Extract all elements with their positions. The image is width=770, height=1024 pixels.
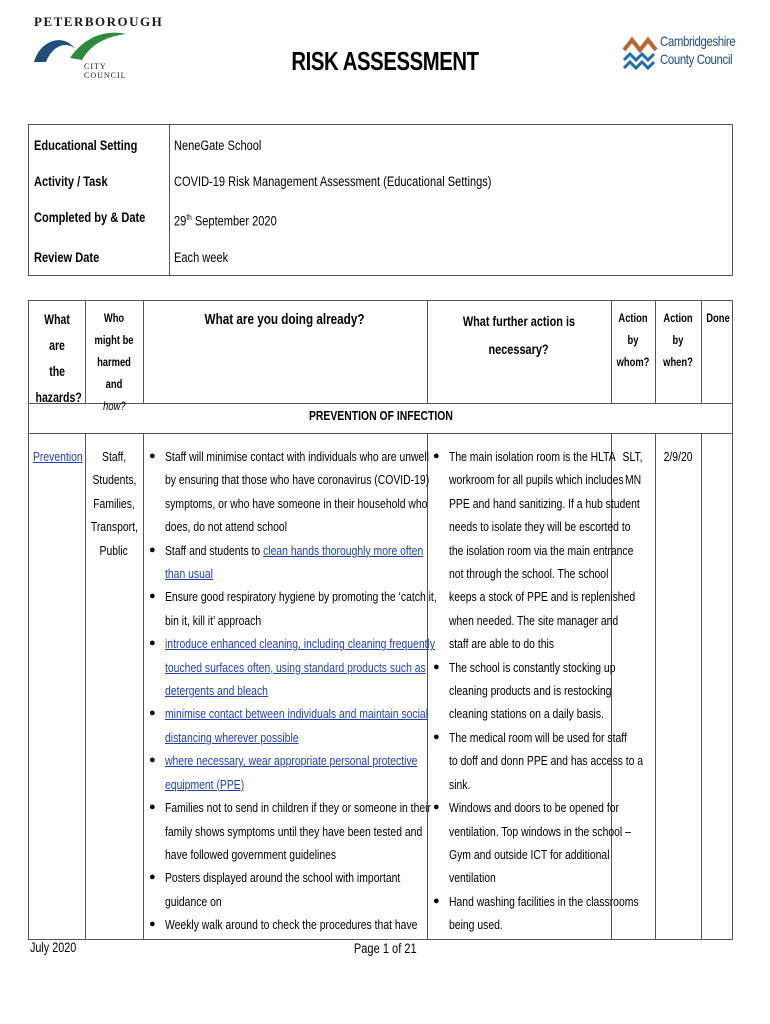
bullet-icon: ●: [149, 590, 156, 603]
bullet-icon: ●: [149, 637, 156, 650]
whom-cell: [611, 445, 655, 492]
guidance-link[interactable]: distancing wherever possible: [165, 729, 299, 745]
guidance-link[interactable]: touched surfaces often, using standard products such as: [165, 659, 426, 675]
info-value: COVID-19 Risk Management Assessment (Educational Settings): [174, 174, 492, 189]
bullet-text: ventilation. Top windows in the school –: [449, 823, 631, 839]
bullet-icon: ●: [149, 543, 156, 556]
bullet-line: [431, 890, 639, 913]
bullet-line: [431, 702, 611, 725]
bullet-line: [147, 913, 427, 936]
header-whom: Action by whom?: [616, 311, 650, 369]
bullet-text: Staff will minimise contact with individuals who are unwell: [165, 449, 429, 464]
info-label: Completed by & Date: [34, 210, 146, 225]
bullet-text: PPE and hand sanitizing. If a hub student: [449, 495, 640, 511]
cell-line: Staff,: [101, 449, 127, 464]
bullet-line: [147, 679, 427, 702]
bullet-icon: ●: [149, 754, 156, 767]
bullet-text: cleaning stations on a daily basis.: [449, 706, 604, 722]
bullet-text: Weekly walk around to check the procedures that have: [165, 917, 418, 933]
bullet-icon: ●: [149, 871, 156, 884]
bullet-icon: ●: [433, 450, 440, 462]
bullet-line: [431, 492, 640, 515]
info-row-completed: [29, 199, 732, 237]
bullet-text: symptoms, or who have someone in their household who: [165, 495, 428, 511]
bullet-text: Families not to send in children if they or someone in their: [165, 800, 431, 816]
cell-line: Students,: [92, 472, 136, 488]
cell-line: Families,: [93, 495, 135, 511]
bullet-line: [431, 632, 611, 655]
bullet-line: [147, 515, 427, 538]
bullet-icon: ●: [149, 801, 156, 814]
guidance-link[interactable]: clean hands thoroughly more often: [263, 542, 424, 558]
bullet-line: [147, 632, 436, 655]
peterborough-logo-subtext: CITY COUNCIL: [84, 62, 127, 80]
footer-page-number: Page 1 of 21: [353, 941, 417, 956]
info-table: [28, 124, 733, 276]
bullet-text: to doff and donn PPE and has access to a: [449, 753, 644, 769]
bullet-icon: ●: [433, 894, 440, 907]
guidance-link[interactable]: than usual: [165, 566, 213, 582]
bullet-list: [147, 445, 437, 937]
bullet-text: needs to isolate they will be escorted to: [449, 519, 631, 535]
bullet-line: [431, 562, 611, 585]
info-label: Educational Setting: [34, 138, 138, 153]
bullet-line: [431, 468, 624, 491]
bullet-line: [431, 843, 611, 866]
doing-cell: [147, 445, 437, 937]
harmed-cell: [85, 445, 143, 562]
guidance-link[interactable]: equipment (PPE): [165, 776, 245, 792]
bullet-line: [147, 492, 427, 515]
header-doing: What are you doing already?: [205, 311, 365, 328]
bullet-icon: ●: [433, 730, 440, 743]
header-done: Done: [705, 311, 730, 325]
guidance-link[interactable]: where necessary, wear appropriate personal protective: [165, 753, 418, 769]
bullet-line: [147, 749, 427, 772]
info-value: 29th September 2020: [174, 213, 277, 229]
bullet-text: staff are able to do this: [449, 636, 555, 652]
bullet-line: [147, 562, 427, 585]
bullet-text: not through the school. The school: [449, 566, 609, 582]
hazard-link[interactable]: Prevention: [33, 449, 83, 464]
bullet-line: [431, 796, 619, 819]
bullet-text: cleaning products and is restocking: [449, 683, 612, 699]
bullet-line: [147, 702, 427, 725]
bullet-line: [147, 843, 427, 866]
guidance-link[interactable]: minimise contact between individuals and maintain social: [165, 706, 429, 722]
bullet-text: Gym and outside ICT for additional: [449, 846, 610, 862]
bullet-text: does, do not attend school: [165, 519, 288, 535]
bullet-text: Staff and students to: [165, 542, 264, 558]
info-value: NeneGate School: [174, 138, 262, 153]
info-value: Each week: [174, 250, 229, 265]
bullet-line: [431, 866, 611, 889]
bullet-text: Posters displayed around the school with important: [165, 870, 401, 886]
info-label: Review Date: [34, 250, 100, 265]
bullet-line: [147, 609, 427, 632]
bullet-line: [147, 445, 427, 468]
cell-line: SLT,: [622, 449, 644, 464]
info-label: Activity / Task: [34, 174, 108, 189]
bullet-line: [431, 913, 611, 936]
bullet-line: [147, 585, 437, 608]
bullet-text: The main isolation room is the HLTA: [449, 449, 616, 464]
bullet-line: [431, 726, 627, 749]
bullet-text: Hand washing facilities in the classrooms: [449, 893, 639, 909]
bullet-line: [431, 773, 611, 796]
bullet-line: [431, 515, 631, 538]
bullet-line: [431, 749, 644, 772]
bullet-icon: ●: [149, 450, 156, 462]
cell-line: Public: [99, 542, 129, 558]
bullet-text: workroom for all pupils which includes: [449, 472, 624, 488]
bullet-line: [147, 773, 427, 796]
bullet-icon: ●: [149, 707, 156, 720]
header-further: What further action is necessary?: [462, 313, 576, 357]
bullet-text: The medical room will be used for staff: [449, 729, 627, 745]
guidance-link[interactable]: introduce enhanced cleaning, including cleaning frequently: [165, 636, 436, 652]
guidance-link[interactable]: detergents and bleach: [165, 683, 268, 699]
risk-table: [28, 300, 733, 940]
cell-line: MN: [624, 472, 642, 488]
bullet-text: keeps a stock of PPE and is replenished: [449, 589, 636, 605]
bullet-line: [147, 726, 427, 749]
bullet-text: Windows and doors to be opened for: [449, 800, 619, 816]
bullet-line: [147, 820, 427, 843]
when-cell: 2/9/20: [663, 449, 693, 464]
bullet-line: [147, 539, 427, 562]
bullet-text: Ensure good respiratory hygiene by promoting the ‘catch it,: [165, 589, 437, 605]
bullet-text: ventilation: [449, 870, 496, 886]
bullet-line: [147, 866, 427, 889]
bullet-line: [431, 820, 631, 843]
bullet-line: [147, 468, 430, 491]
bullet-line: [431, 609, 619, 632]
peterborough-logo-text: PETERBOROUGH: [34, 14, 164, 29]
bullet-text: family shows symptoms until they have been tested and: [165, 823, 423, 839]
bullet-line: [431, 539, 634, 562]
bullet-line: [147, 656, 427, 679]
header-when: Action by when?: [663, 311, 693, 369]
bullet-text: when needed. The site manager and: [449, 612, 619, 628]
bullet-text: being used.: [449, 917, 503, 933]
info-row-setting: [29, 127, 732, 165]
bullet-text: have followed government guidelines: [165, 846, 337, 862]
bullet-icon: ●: [149, 918, 156, 931]
bullet-line: [431, 445, 616, 468]
document-title: RISK ASSESSMENT: [291, 46, 479, 76]
section-heading: PREVENTION OF INFECTION: [308, 408, 453, 423]
footer-date: July 2020: [30, 940, 77, 955]
info-row-review: [29, 239, 732, 277]
bullet-line: [147, 890, 427, 913]
bullet-line: [431, 656, 616, 679]
bullet-text: bin it, kill it’ approach: [165, 612, 262, 628]
bullet-text: guidance on: [165, 893, 222, 909]
bullet-text: the isolation room via the main entrance: [449, 542, 634, 558]
bullet-line: [147, 796, 431, 819]
bullet-line: [431, 679, 611, 702]
cambridgeshire-logo-line1: Cambridgeshire: [660, 33, 736, 49]
bullet-text: sink.: [449, 776, 471, 792]
header-hazards: What are the hazards?: [35, 312, 82, 405]
cell-line: Transport,: [90, 519, 138, 535]
header-harmed: Who might be harmed and how?: [94, 311, 134, 413]
info-row-activity: [29, 163, 732, 201]
bullet-text: by ensuring that those who have coronavirus (COVID-19): [165, 472, 430, 488]
cambridgeshire-logo-line2: County Council: [660, 51, 733, 67]
bullet-line: [431, 585, 636, 608]
bullet-icon: ●: [433, 801, 440, 814]
bullet-icon: ●: [433, 660, 440, 673]
bullet-text: The school is constantly stocking up: [449, 659, 616, 675]
